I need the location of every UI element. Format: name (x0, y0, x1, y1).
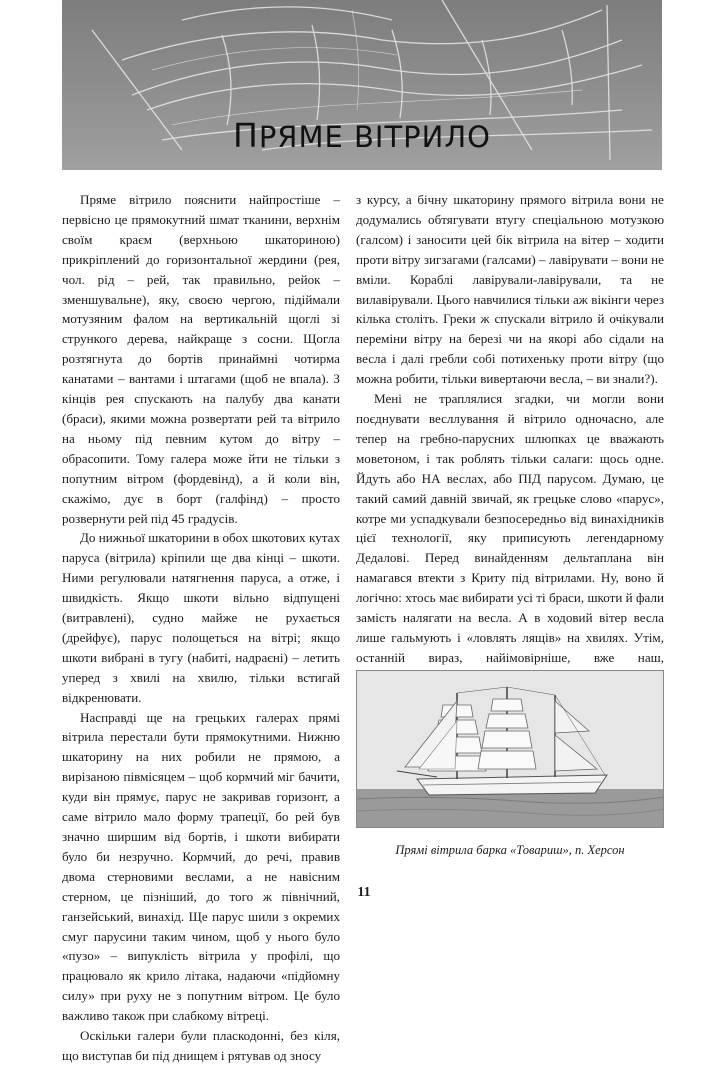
page-number: 11 (357, 885, 371, 900)
paragraph: Насправді ще на грецьких галерах прямі вітрила перестали бути прямокутними. Нижню шкаторину на них робили не прямою, а вирізаною півмісяцем – щоб кормчий міг бачити, куди він прямує, парус не закривав горизонт, а саме вітрило мало форму трапеції, бо рей був значно ширшим від бортів, і шкоти вибирати було би незручно. Кормчий, до речі, правив двома стерновими веслами, а не навісним стерном, це пізніший, до того ж північний, ганзейський, винахід. Ще парус шили з окремих смуг парусини таким чином, щоб у нього було «пузо» – випуклість вітрила у профілі, що працювало як крило літака, надаючи «підйомну силу» при руху не з попутним вітром. Це було важливо також при слабкому вітреці. (62, 709, 340, 1024)
paragraph: До нижньої шкаторини в обох шкотових кутах паруса (вітрила) кріпили ще два кінці – шкоти. Ними регулювали натягнення паруса, а отже, і швидкість. Якщо шкоти вільно відпущені (витравлені), судно майже не рухається (дрейфує), парус полощеться на вітрі; якщо шкоти вибрані в тугу (набиті, надраєні) – летить уперед з хвилі на хвилю, тільки встигай відкренювати. (62, 530, 340, 705)
sailing-ship-image (357, 671, 664, 828)
header-banner (62, 0, 662, 170)
right-text-column (356, 190, 664, 727)
paragraph: Пряме вітрило пояснити найпростіше – первісно це прямокутний шмат тканини, верхнім своїм краєм (верхньою шкаториною) прикріплений до горизонтальної жердини (рея, чол. рід – рей, так правильно, рейок – зменшувальне), яку, своєю чергою, підіймали мотузяним фалом на вертикальній щоглі зі стрункого дерева, найкраще з сосни. Щогла розтягнута до бортів принаймні чотирма канатами – вантами і штагами (щоб не впала). З кінців рея спускають на палубу два канати (браси), якими можна розвертати рей та вітрило на ньому під певним кутом до вітру – обрасопити. Тому галера може йти не тільки з попутним вітром (фордевінд), а й коли він, скажімо, дує в борт (галфінд) – просто розвернути рей під 45 градусів. (62, 192, 340, 526)
paragraph: з курсу, а бічну шкаторину прямого вітрила вони не додумались обтягувати втугу спеціальною мотузкою (галсом) і заносити цей бік вітрила на вітер – ходити проти вітру зигзагами (галсами) – лавірувати – вони не вміли. Кораблі лавірували-лавірували, та не вилавірували. Цього навчилися тільки аж вікінги через кілька століть. Греки ж спускали вітрило й очікували переміни вітру на березі чи на якорі або сідали на весла і далі гребли собі потихеньку проти вітру (що можна робити, тільки вивертаючи весла, – ви знали?). (356, 192, 664, 387)
left-text-column (62, 190, 340, 1066)
figure-caption: Прямі вітрила барка «Товариш», п. Херсон (395, 843, 625, 857)
page-title: ПРЯМЕ ВІТРИЛО (232, 116, 491, 155)
paragraph: Мені не траплялися згадки, чи могли вони поєднувати весллування й вітрило одночасно, але тепер на гребно-парусних шлюпках це вважають моветоном, і так роблять тільки салаги: щось одне. Йдуть або НА веслах, або ПІД парусом. Думаю, це такий самий давній звичай, як грецьке слово «парус», котре ми успадкували безпосередньо від винахідників цієї технології, яку приписують легендарному Дедалові. Перед винайденням дельтаплана він намагався втекти з Криту під вітрилами. Ну, воно й логічно: хтось має вибирати усі ті браси, шкоти й фали замість налягати на весла. А в ходовий вітер весла лише гальмують і «ловлять лящів» на хвилях. Утім, останній вираз, найімовірніше, вже наш, (356, 391, 664, 665)
ship-photo (356, 670, 664, 828)
paragraph: Оскільки галери були пласкодонні, без кіля, що виступав би під днищем і рятував од зносу (62, 1028, 340, 1063)
